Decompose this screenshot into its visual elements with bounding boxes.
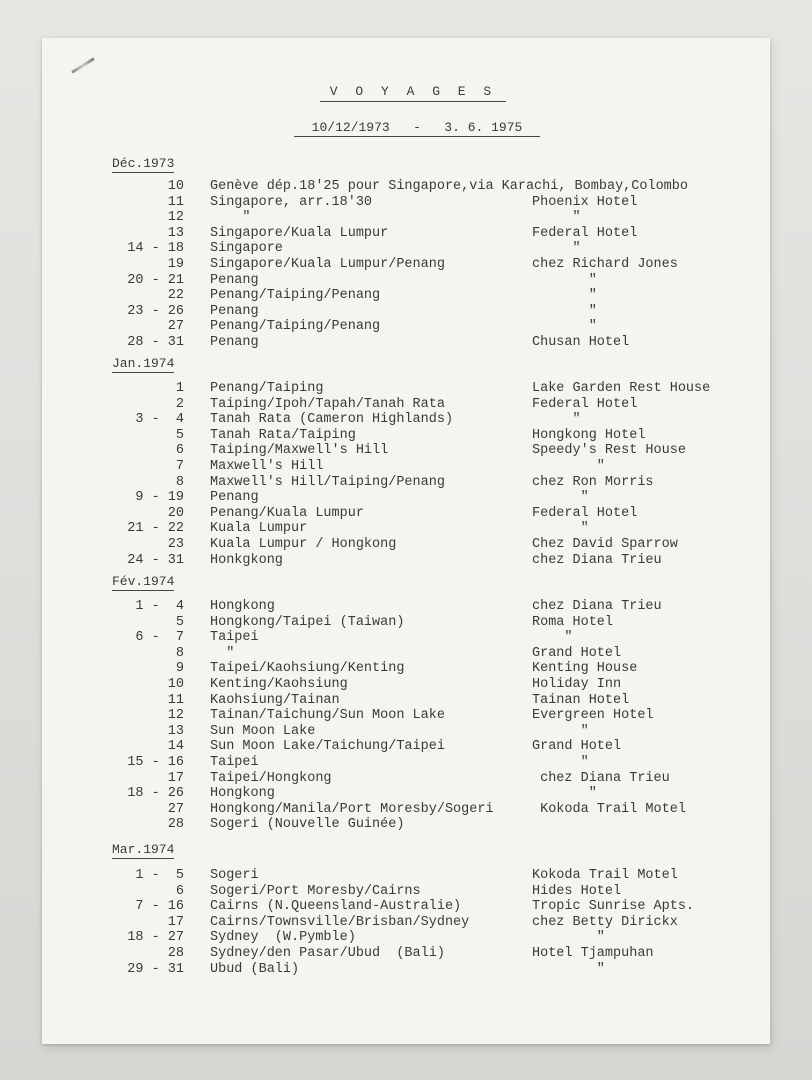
month-heading: Jan.1974 [112, 356, 175, 371]
itinerary-row [0, 428, 812, 444]
row-day: 7 [175, 459, 184, 474]
row-route: Taipei/Kaohsiung/Kenting [210, 661, 405, 677]
row-lodging: Chez David Sparrow [532, 537, 678, 552]
itinerary-row [0, 884, 812, 900]
itinerary-row [0, 661, 812, 677]
row-lodging: " [532, 288, 597, 304]
row-day: 9 - 19 [135, 490, 184, 506]
row-route: Singapore [210, 241, 283, 257]
row-route: Kenting/Kaohsiung [210, 677, 348, 692]
itinerary-row [0, 930, 812, 946]
row-route: Taiping/Maxwell's Hill [210, 443, 389, 459]
row-day: 11 [167, 692, 184, 708]
row-lodging: chez Ron Morris [532, 474, 654, 490]
itinerary-row [0, 304, 812, 320]
itinerary-row [0, 755, 812, 771]
row-lodging: " [532, 319, 597, 335]
row-day: 10 [167, 179, 184, 194]
row-lodging: " [532, 961, 605, 977]
itinerary-row [0, 615, 812, 631]
itinerary-row [0, 210, 812, 226]
row-day: 1 - 5 [135, 868, 184, 883]
itinerary-row [0, 490, 812, 506]
row-lodging: Grand Hotel [532, 739, 622, 755]
row-route: Maxwell's Hill [210, 459, 324, 474]
row-day: 17 [167, 914, 184, 930]
row-route: Kuala Lumpur [210, 521, 308, 537]
row-day: 2 [175, 396, 184, 412]
row-route: Hongkong/Manila/Port Moresby/Sogeri [210, 801, 494, 817]
row-day: 27 [167, 319, 184, 335]
row-lodging: Hotel Tjampuhan [532, 946, 654, 961]
row-lodging: Holiday Inn [532, 677, 622, 692]
itinerary-row [0, 521, 812, 537]
row-day: 6 - 7 [135, 630, 184, 646]
row-day: 23 - 26 [127, 303, 184, 319]
row-lodging: " [532, 459, 605, 474]
row-day: 22 [167, 288, 184, 304]
itinerary-row [0, 537, 812, 553]
row-day: 23 [167, 537, 184, 552]
row-route: Taiping/Ipoh/Tapah/Tanah Rata [210, 396, 445, 412]
itinerary-row [0, 226, 812, 242]
row-route: Sydney/den Pasar/Ubud (Bali) [210, 946, 445, 961]
row-route: Genève dép.18'25 pour Singapore,via Karachi, Bombay,Colombo [210, 179, 688, 194]
row-day: 13 [167, 723, 184, 739]
row-lodging: " [532, 630, 573, 646]
row-route: " [210, 645, 235, 661]
row-lodging: Phoenix Hotel [532, 194, 638, 210]
row-route: Sun Moon Lake [210, 723, 316, 739]
row-lodging: Chusan Hotel [532, 335, 630, 350]
row-lodging: Kokoda Trail Motel [532, 801, 686, 817]
row-lodging: chez Diana Trieu [532, 599, 662, 614]
row-route: Sydney (W.Pymble) [210, 930, 356, 946]
row-day: 28 [167, 946, 184, 961]
row-day: 8 [175, 474, 184, 490]
row-lodging: " [532, 723, 589, 739]
row-route: Penang [210, 335, 259, 350]
row-day: 14 [167, 739, 184, 755]
row-lodging: " [532, 521, 589, 537]
row-lodging: Hides Hotel [532, 883, 622, 899]
itinerary-row [0, 195, 812, 211]
month-heading: Fév.1974 [112, 574, 175, 589]
row-route: Sogeri [210, 868, 259, 883]
row-day: 28 - 31 [127, 335, 184, 350]
row-route: Singapore/Kuala Lumpur [210, 225, 389, 241]
row-day: 29 - 31 [127, 961, 184, 977]
row-lodging: " [532, 930, 605, 946]
row-day: 8 [175, 645, 184, 661]
itinerary-row [0, 397, 812, 413]
itinerary-row [0, 412, 812, 428]
row-lodging: " [532, 786, 597, 802]
row-route: Tanah Rata/Taiping [210, 427, 356, 443]
row-day: 6 [175, 883, 184, 899]
row-day: 6 [175, 443, 184, 459]
itinerary-row [0, 646, 812, 662]
row-lodging: chez Diana Trieu [532, 552, 662, 568]
itinerary-row [0, 241, 812, 257]
row-day: 5 [175, 427, 184, 443]
row-day: 1 - 4 [135, 599, 184, 614]
row-day: 12 [167, 210, 184, 226]
date-range: 10/12/1973 - 3. 6. 1975 [294, 120, 540, 137]
row-route: Cairns/Townsville/Brisban/Sydney [210, 914, 470, 930]
itinerary-row [0, 288, 812, 304]
row-route: Maxwell's Hill/Taiping/Penang [210, 474, 445, 490]
row-lodging: Roma Hotel [532, 614, 614, 630]
row-route: Hongkong/Taipei (Taiwan) [210, 614, 405, 630]
row-day: 1 [175, 381, 184, 396]
itinerary-row [0, 915, 812, 931]
month-heading: Mar.1974 [112, 842, 175, 857]
itinerary-row [0, 257, 812, 273]
document-title: V O Y A G E S [320, 84, 506, 102]
row-lodging: Grand Hotel [532, 645, 622, 661]
row-route: Sogeri (Nouvelle Guinée) [210, 817, 405, 833]
row-route: Penang/Kuala Lumpur [210, 505, 364, 521]
row-lodging: " [532, 412, 581, 428]
row-route: Kuala Lumpur / Hongkong [210, 537, 397, 552]
row-day: 9 [175, 661, 184, 677]
itinerary-row [0, 630, 812, 646]
row-lodging: Hongkong Hotel [532, 427, 646, 443]
row-lodging: " [532, 241, 581, 257]
row-lodging: Tainan Hotel [532, 692, 630, 708]
row-day: 5 [175, 614, 184, 630]
itinerary-row [0, 817, 812, 833]
row-lodging: chez Diana Trieu [532, 770, 670, 786]
itinerary-row [0, 335, 812, 351]
row-lodging: " [532, 490, 589, 506]
itinerary-row [0, 381, 812, 397]
row-day: 20 - 21 [127, 272, 184, 288]
row-route: Cairns (N.Queensland-Australie) [210, 899, 462, 915]
row-route: Penang/Taiping/Penang [210, 288, 381, 304]
row-day: 18 - 26 [127, 786, 184, 802]
row-route: Penang/Taiping [210, 381, 324, 396]
itinerary-row [0, 708, 812, 724]
itinerary-row [0, 677, 812, 693]
row-route: Taipei/Hongkong [210, 770, 332, 786]
itinerary-row [0, 443, 812, 459]
row-route: Taipei [210, 630, 259, 646]
row-route: Tanah Rata (Cameron Highlands) [210, 412, 454, 428]
row-route: Hongkong [210, 786, 275, 802]
row-day: 28 [167, 817, 184, 833]
row-route: Sogeri/Port Moresby/Cairns [210, 883, 421, 899]
row-day: 20 [167, 505, 184, 521]
itinerary-row [0, 319, 812, 335]
row-day: 21 - 22 [127, 521, 184, 537]
row-route: Ubud (Bali) [210, 961, 300, 977]
row-day: 17 [167, 770, 184, 786]
row-lodging: " [532, 272, 597, 288]
itinerary-row [0, 739, 812, 755]
itinerary-row [0, 475, 812, 491]
row-route: Taipei [210, 755, 259, 770]
row-route: Sun Moon Lake/Taichung/Taipei [210, 739, 445, 755]
row-day: 10 [167, 677, 184, 692]
itinerary-row [0, 599, 812, 615]
row-day: 3 - 4 [135, 412, 184, 428]
row-lodging: Speedy's Rest House [532, 443, 686, 459]
row-route: Singapore, arr.18'30 [210, 194, 373, 210]
row-route: " [210, 210, 251, 226]
row-day: 27 [167, 801, 184, 817]
row-route: Tainan/Taichung/Sun Moon Lake [210, 708, 445, 724]
row-day: 18 - 27 [127, 930, 184, 946]
row-route: Singapore/Kuala Lumpur/Penang [210, 257, 445, 272]
itinerary-row [0, 899, 812, 915]
row-route: Penang [210, 490, 259, 506]
row-route: Kaohsiung/Tainan [210, 692, 340, 708]
row-day: 12 [167, 708, 184, 724]
row-day: 15 - 16 [127, 755, 184, 770]
itinerary-row [0, 273, 812, 289]
itinerary-row [0, 962, 812, 978]
row-day: 14 - 18 [127, 241, 184, 257]
itinerary-row [0, 724, 812, 740]
row-lodging: Federal Hotel [532, 225, 638, 241]
itinerary-row [0, 553, 812, 569]
row-route: Penang [210, 303, 259, 319]
row-route: Penang/Taiping/Penang [210, 319, 381, 335]
row-lodging: Tropic Sunrise Apts. [532, 899, 695, 915]
itinerary-row [0, 868, 812, 884]
itinerary-row [0, 771, 812, 787]
row-lodging: Lake Garden Rest House [532, 381, 711, 396]
row-lodging: " [532, 755, 589, 770]
row-lodging: Federal Hotel [532, 505, 638, 521]
itinerary-row [0, 786, 812, 802]
row-lodging: Kokoda Trail Motel [532, 868, 678, 883]
row-day: 11 [167, 194, 184, 210]
itinerary-row [0, 802, 812, 818]
row-lodging: " [532, 210, 581, 226]
itinerary-row [0, 693, 812, 709]
itinerary-row [0, 459, 812, 475]
itinerary-row [0, 946, 812, 962]
row-day: 24 - 31 [127, 552, 184, 568]
row-route: Honkgkong [210, 552, 283, 568]
row-day: 13 [167, 225, 184, 241]
row-route: Penang [210, 272, 259, 288]
row-lodging: Evergreen Hotel [532, 708, 654, 724]
row-route: Hongkong [210, 599, 275, 614]
row-day: 19 [167, 257, 184, 272]
itinerary-row [0, 506, 812, 522]
row-lodging: Kenting House [532, 661, 638, 677]
row-day: 7 - 16 [135, 899, 184, 915]
itinerary-row [0, 179, 812, 195]
row-lodging: chez Betty Dirickx [532, 914, 678, 930]
row-lodging: " [532, 303, 597, 319]
month-heading: Déc.1973 [112, 156, 175, 171]
row-lodging: Federal Hotel [532, 396, 638, 412]
row-lodging: chez Richard Jones [532, 257, 678, 272]
